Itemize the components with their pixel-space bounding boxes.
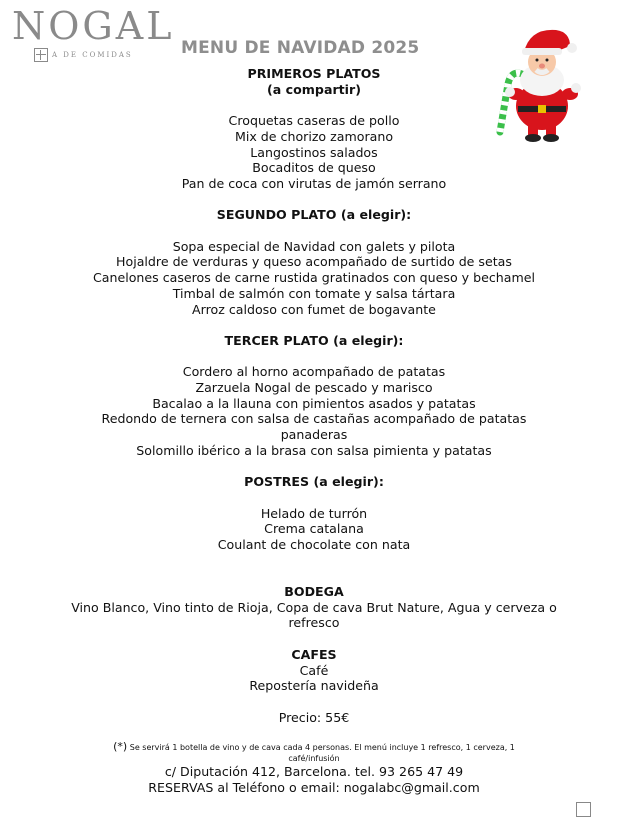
- list-item: Mix de chorizo zamorano: [234, 128, 394, 144]
- list-item: Arroz caldoso con fumet de bogavante: [192, 301, 436, 317]
- contact-reservations: RESERVAS al Teléfono o email: nogalabc@gmail.com: [148, 779, 480, 795]
- footnote-mark: (*): [113, 740, 128, 754]
- bodega-line: Vino Blanco, Vino tinto de Rioja, Copa de cava Brut Nature, Agua y cerveza o: [71, 599, 557, 615]
- bodega-heading: BODEGA: [284, 584, 344, 600]
- segundo-heading: SEGUNDO PLATO (a elegir):: [216, 207, 412, 223]
- list-item: Pan de coca con virutas de jamón serrano: [181, 175, 447, 191]
- tercer-heading: TERCER PLATO (a elegir):: [224, 332, 404, 348]
- list-item: Repostería navideña: [249, 678, 379, 694]
- list-item: Canelones caseros de carne rustida gratinados con queso y bechamel: [92, 270, 536, 286]
- primeros-heading: PRIMEROS PLATOS: [247, 66, 381, 81]
- list-item: Helado de turrón: [260, 505, 368, 521]
- logo-subline: [34, 48, 174, 62]
- list-item: Bacalao a la llauna con pimientos asados y patatas: [152, 395, 476, 411]
- list-item: Coulant de chocolate con nata: [217, 536, 411, 552]
- list-item: Langostinos salados: [250, 144, 378, 160]
- list-item: Solomillo ibérico a la brasa con salsa pimienta y patatas: [136, 442, 492, 458]
- cross-emblem-icon: [34, 48, 48, 62]
- menu-body: [0, 66, 628, 795]
- list-item: Cordero al horno acompañado de patatas: [182, 364, 446, 380]
- restaurant-logo: [12, 6, 174, 62]
- footnote: [0, 741, 628, 753]
- checkbox-square-icon: [576, 802, 591, 817]
- postres-heading: POSTRES (a elegir):: [244, 474, 384, 490]
- list-item: Zarzuela Nogal de pescado y marisco: [195, 379, 433, 395]
- list-item: Crema catalana: [264, 521, 364, 537]
- list-item: Bocaditos de queso: [252, 160, 376, 176]
- price: Precio: 55€: [278, 709, 350, 725]
- list-item: Croquetas caseras de pollo: [228, 113, 400, 129]
- footnote-line-2: café/infusión: [288, 754, 340, 764]
- menu-title: MENU DE NAVIDAD 2025: [181, 38, 420, 58]
- list-item: Timbal de salmón con tomate y salsa tártara: [172, 285, 456, 301]
- primeros-subheading: (a compartir): [267, 81, 361, 97]
- logo-tagline: A DE COMIDAS: [52, 51, 133, 59]
- list-item: Sopa especial de Navidad con galets y pilota: [172, 238, 456, 254]
- list-item: Hojaldre de verduras y queso acompañado de surtido de setas: [116, 254, 512, 270]
- list-item: Redondo de ternera con salsa de castañas acompañado de patatas: [101, 411, 527, 427]
- contact-address: c/ Diputación 412, Barcelona. tel. 93 265 47 49: [164, 764, 464, 780]
- list-item: panaderas: [280, 427, 348, 443]
- footnote-line: Se servirá 1 botella de vino y de cava cada 4 personas. El menú incluye 1 refresco, 1 cerveza, 1: [129, 743, 515, 753]
- list-item: Café: [299, 662, 329, 678]
- cafes-heading: CAFES: [291, 646, 337, 662]
- logo-name: NOGAL: [12, 4, 175, 48]
- bodega-line: refresco: [288, 615, 340, 631]
